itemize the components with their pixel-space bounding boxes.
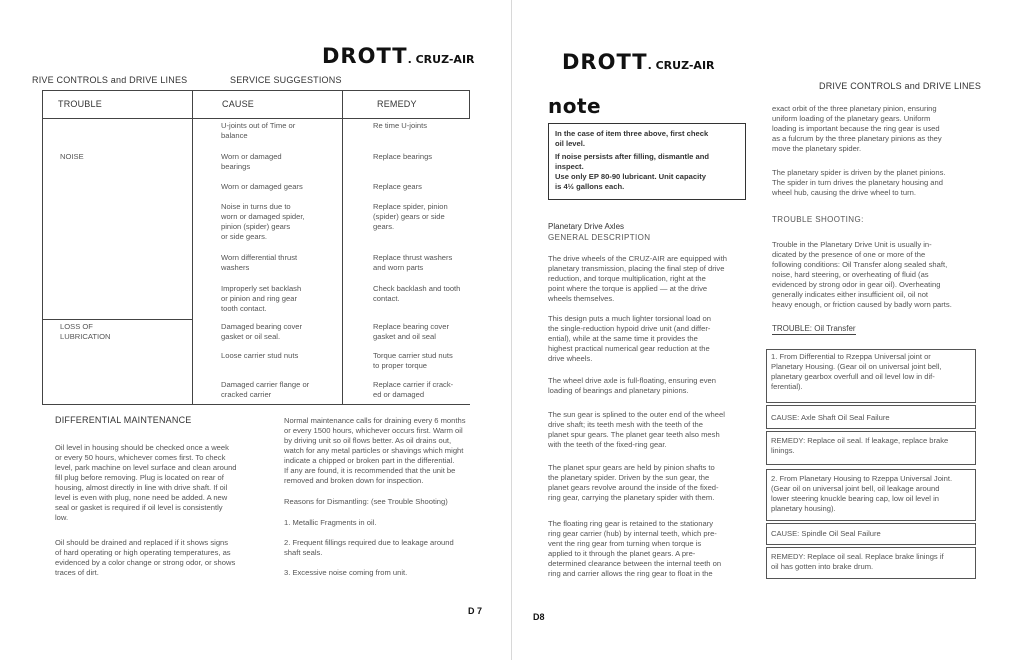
brand-logo-right: DROTT. CRUZ-AIR — [562, 50, 715, 74]
page-number-right: D8 — [533, 612, 545, 622]
cause-row-3: Worn or damaged gears — [221, 182, 303, 191]
desc-paragraph-1: The drive wheels of the CRUZ-AIR are equipped with planetary transmission, placing the final step of drive reduction, and torque multiplication, right at the point where the torque is applied — at the drive wheels themselves. — [548, 254, 727, 303]
trouble-loss-of-lubrication: LOSS OF LUBRICATION — [60, 322, 111, 341]
page-spine — [511, 0, 512, 660]
diff-paragraph-2: Oil should be drained and replaced if it shows signs of hard operating or high operating temperatures, as evidenced by a color change or strong odor, or shows traces of dirt. — [55, 538, 236, 577]
ts-item-1-cause: CAUSE: Axle Shaft Oil Seal Failure — [766, 405, 976, 429]
section-header-left: RIVE CONTROLS and DRIVE LINES — [32, 75, 188, 85]
ts-item-2-remedy: REMEDY: Replace oil seal. Replace brake linings if oil has gotten into brake drum. — [766, 547, 976, 579]
remedy-row-2: Replace bearings — [373, 152, 433, 161]
reason-2: 2. Frequent fillings required due to leakage around shaft seals. — [284, 538, 454, 557]
desc-continued-2: The planetary spider is driven by the planet pinions. The spider in turn drives the planetary housing and wheel hub, causing the drive wheel to turn. — [772, 168, 946, 197]
desc-paragraph-3: The wheel drive axle is full-floating, ensuring even loading of bearings and planetary pinions. — [548, 376, 716, 395]
ts-item-2: 2. From Planetary Housing to Rzeppa Universal Joint. (Gear oil on universal joint bell, oil leakage around lower steering knuckle bearing cap, low oil level in planetary housing). — [766, 469, 976, 521]
reason-1: 1. Metallic Fragments in oil. — [284, 518, 377, 527]
desc-paragraph-6: The floating ring gear is retained to the stationary ring gear carrier (hub) by internal teeth, which pre- vent the ring gear from turning when torque is applied to it through the planet gears. A pre- determined clearance between the internal teeth on ring and carrier allows the ring gear to float in the — [548, 519, 722, 578]
table-left-border — [42, 90, 43, 404]
remedy-row-8: Torque carrier stud nuts to proper torque — [373, 351, 453, 370]
reason-3: 3. Excessive noise coming from unit. — [284, 568, 408, 577]
cause-row-6: Improperly set backlash or pinion and ring gear tooth contact. — [221, 284, 302, 313]
trouble-shooting-boxes — [766, 349, 976, 579]
cause-row-1: U-joints out of Time or balance — [221, 121, 296, 140]
trouble-shooting-title: TROUBLE SHOOTING: — [772, 215, 864, 224]
desc-paragraph-4: The sun gear is splined to the outer end of the wheel drive shaft; its teeth mesh with the teeth of the planet spur gears. The planet gear teeth also mesh with the teeth of the fixed-ring gear. — [548, 410, 725, 449]
diff-paragraph-1: Oil level in housing should be checked once a week or every 50 hours, whichever comes first. To check level, park machine on level surface and clean around fill plug before removing. Plug is located on rear of housing, almost directly in line with drive shaft. If oil level is even with plug, none need be added. A new seal or gasket is required if oil level is consistently low. — [55, 443, 237, 522]
brand-logo-left: DROTT. CRUZ-AIR — [322, 44, 475, 68]
table-right-border — [469, 90, 470, 118]
ts-item-2-cause: CAUSE: Spindle Oil Seal Failure — [766, 523, 976, 545]
remedy-row-1: Re time U-joints — [373, 121, 428, 130]
note-title: note — [548, 94, 602, 118]
table-divider-1 — [192, 90, 193, 404]
ts-item-1-remedy: REMEDY: Replace oil seal. If leakage, replace brake linings. — [766, 431, 976, 465]
remedy-row-4: Replace spider, pinion (spider) gears or side gears. — [373, 202, 448, 231]
cause-row-4: Noise in turns due to worn or damaged spider, pinion (spider) gears or side gears. — [221, 202, 305, 241]
service-suggestions-header: SERVICE SUGGESTIONS — [230, 75, 342, 85]
col-header-trouble: TROUBLE — [58, 99, 102, 109]
cause-row-8: Loose carrier stud nuts — [221, 351, 299, 360]
cause-row-2: Worn or damaged bearings — [221, 152, 282, 171]
table-header-rule — [42, 118, 470, 119]
reasons-for-dismantling: Reasons for Dismantling: (see Trouble Shooting) — [284, 497, 448, 506]
remedy-row-7: Replace bearing cover gasket and oil seal — [373, 322, 449, 341]
desc-paragraph-2: This design puts a much lighter torsional load on the single-reduction hypoid drive unit (and differ- ential), while at the same time it provides the highest practical numerical gear reduction at the drive wheels. — [548, 314, 711, 363]
remedy-row-6: Check backlash and tooth contact. — [373, 284, 461, 303]
section-header-right: DRIVE CONTROLS and DRIVE LINES — [819, 81, 982, 91]
table-bottom-rule — [42, 404, 470, 405]
note-box: In the case of item three above, first check oil level. If noise persists after filling, dismantle and inspect. Use only EP 80-90 lubricant. Unit capacity is 4½ gallons each. — [548, 123, 746, 200]
desc-paragraph-5: The planet spur gears are held by pinion shafts to the planetary spider. Driven by the sun gear, the planet gears revolve around the inside of the fixed- ring gear, carrying the planetary spider with them. — [548, 463, 719, 502]
cause-row-5: Worn differential thrust washers — [221, 253, 298, 272]
planetary-drive-axles-title: Planetary Drive Axles — [548, 222, 625, 231]
ts-item-1: 1. From Differential to Rzeppa Universal joint or Planetary Housing. (Gear oil on universal joint bell, planetary gearbox overfull and oil level low in dif- ferential). — [766, 349, 976, 403]
general-description-title: GENERAL DESCRIPTION — [548, 233, 651, 242]
table-top-rule — [42, 90, 470, 91]
table-divider-2 — [342, 90, 343, 404]
table-trouble-rule — [42, 319, 192, 320]
trouble-noise: NOISE — [60, 152, 84, 161]
desc-continued-1: exact orbit of the three planetary pinion, ensuring uniform loading of the planetary gears. Uniform loading is important because the ring gear is used as a fulcrum by the three planetary pinions as they move the planetary spider. — [772, 104, 942, 153]
trouble-shooting-paragraph: Trouble in the Planetary Drive Unit is usually in- dicated by the presence of one or more of the following conditions: Oil Transfer along sealed shaft, noise, hard steering, or overheating of fluid (as evidenced by strong odor in gear oil). Overheating generally indicates either insufficient oil, oil not heavy enough, or friction caused by badly worn parts. — [772, 240, 952, 309]
differential-maintenance-title: DIFFERENTIAL MAINTENANCE — [55, 415, 192, 425]
remedy-row-9: Replace carrier if crack- ed or damaged — [373, 380, 454, 399]
maintenance-paragraph: Normal maintenance calls for draining every 6 months or every 1500 hours, whichever occurs first. Warm oil by driving unit so oil flows better. As oil drains out, watch for any metal particles or shavings which might indicate a chipped or broken part in the differential. If any are found, it is recommended that the unit be removed and broken down for inspection. — [284, 416, 466, 485]
trouble-oil-transfer-label: TROUBLE: Oil Transfer — [772, 324, 856, 333]
col-header-cause: CAUSE — [222, 99, 255, 109]
remedy-row-3: Replace gears — [373, 182, 422, 191]
remedy-row-5: Replace thrust washers and worn parts — [373, 253, 453, 272]
cause-row-7: Damaged bearing cover gasket or oil seal. — [221, 322, 303, 341]
col-header-remedy: REMEDY — [377, 99, 417, 109]
page-number-left: D 7 — [468, 606, 483, 616]
cause-row-9: Damaged carrier flange or cracked carrier — [221, 380, 310, 399]
